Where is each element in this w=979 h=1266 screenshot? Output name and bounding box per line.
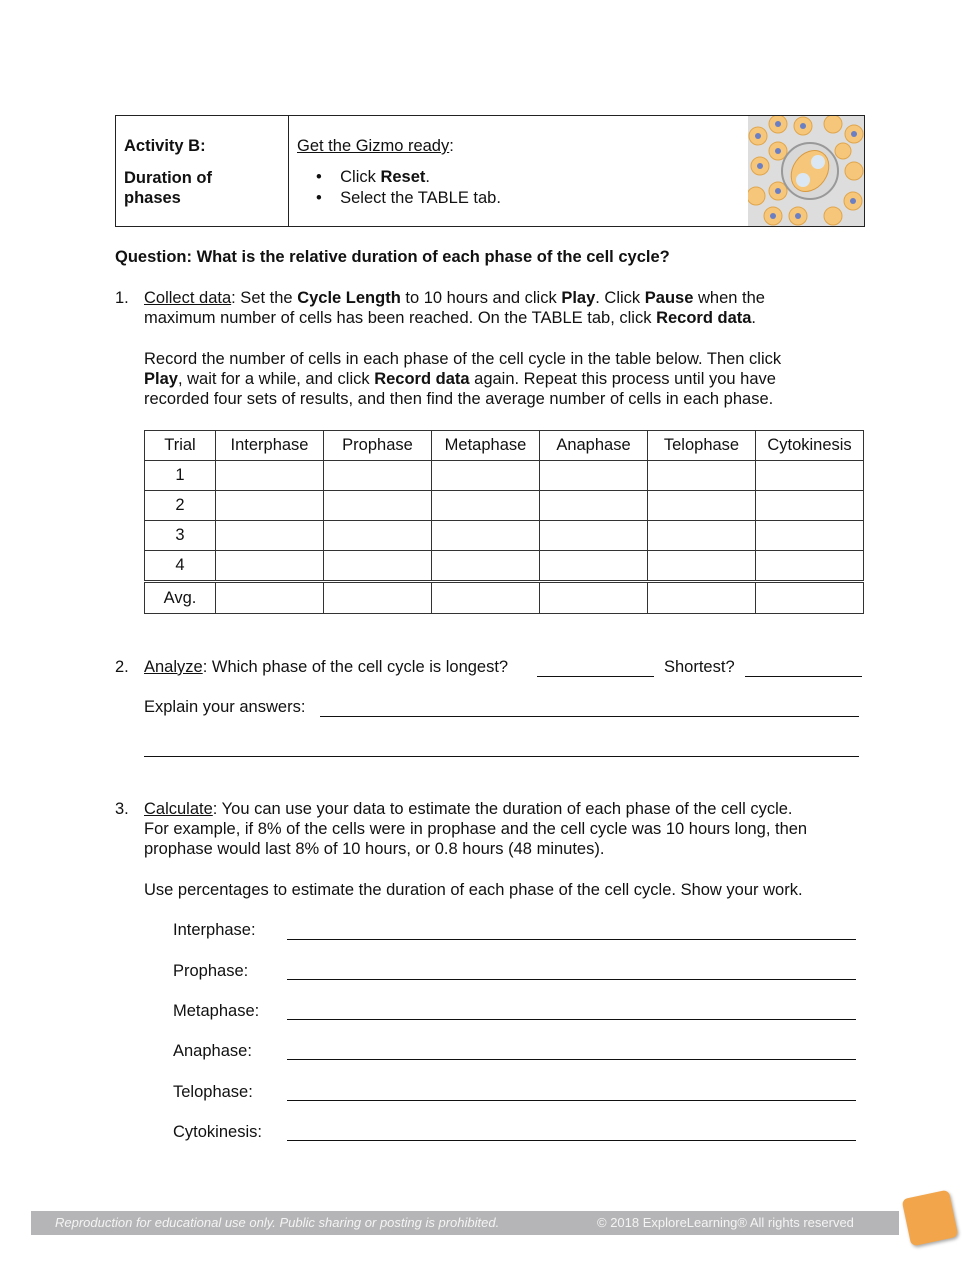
bullet-bold: Reset bbox=[380, 168, 426, 186]
interphase-answer-line[interactable] bbox=[287, 939, 856, 940]
shortest-label: Shortest? bbox=[664, 658, 735, 676]
phase-label-interphase: Interphase: bbox=[173, 921, 256, 939]
cells-illustration bbox=[748, 116, 864, 226]
question-heading: Question: What is the relative duration of each phase of the cell cycle? bbox=[115, 248, 670, 266]
text-run: again. Repeat this process until you have bbox=[469, 370, 776, 388]
text-run: , wait for a while, and click bbox=[177, 370, 375, 388]
trial-cell: 1 bbox=[145, 461, 216, 491]
entry-cell[interactable] bbox=[216, 521, 324, 551]
text-run: . Click bbox=[595, 289, 645, 307]
explain-label: Explain your answers: bbox=[144, 698, 306, 716]
text-run: . bbox=[751, 309, 757, 327]
phase-label-telophase: Telophase: bbox=[173, 1083, 253, 1101]
q1-para2-line1: Record the number of cells in each phase of the cell cycle in the table below. Then click bbox=[144, 350, 782, 368]
trial-cell: 4 bbox=[145, 551, 216, 582]
entry-cell[interactable] bbox=[432, 582, 540, 614]
explain-answer-line[interactable] bbox=[320, 716, 859, 717]
entry-cell[interactable] bbox=[648, 491, 756, 521]
entry-cell[interactable] bbox=[540, 461, 648, 491]
entry-cell[interactable] bbox=[324, 521, 432, 551]
bullet-text: Click bbox=[340, 168, 381, 186]
data-table bbox=[144, 430, 864, 614]
activity-title: Activity B: bbox=[124, 137, 206, 155]
text-run: to 10 hours and click bbox=[400, 289, 562, 307]
entry-cell[interactable] bbox=[432, 491, 540, 521]
phase-label-prophase: Prophase: bbox=[173, 962, 249, 980]
header-cell: Interphase bbox=[216, 431, 324, 461]
longest-answer-line[interactable] bbox=[537, 676, 654, 677]
entry-cell[interactable] bbox=[540, 491, 648, 521]
entry-cell[interactable] bbox=[540, 582, 648, 614]
q1-para2-line3: recorded four sets of results, and then find the average number of cells in each phase. bbox=[144, 390, 774, 408]
shortest-answer-line[interactable] bbox=[745, 676, 862, 677]
activity-subtitle: Duration of phases bbox=[124, 169, 212, 207]
text-run: : Set the bbox=[231, 289, 298, 307]
footer-bar bbox=[31, 1211, 899, 1235]
q2-question bbox=[144, 657, 508, 677]
header-cell: Metaphase bbox=[432, 431, 540, 461]
gizmo-ready-label: Get the Gizmo ready bbox=[297, 137, 450, 155]
text-run: maximum number of cells has been reached. On the TABLE tab, click bbox=[144, 309, 657, 327]
bullet-1: • Click Reset. bbox=[316, 168, 431, 186]
bullet-text: Select the TABLE tab. bbox=[340, 189, 501, 207]
entry-cell[interactable] bbox=[648, 521, 756, 551]
entry-cell[interactable] bbox=[216, 491, 324, 521]
phase-label-cytokinesis: Cytokinesis: bbox=[173, 1123, 262, 1141]
entry-cell[interactable] bbox=[648, 551, 756, 582]
entry-cell[interactable] bbox=[756, 551, 864, 582]
entry-cell[interactable] bbox=[756, 461, 864, 491]
q2-number: 2. bbox=[115, 658, 129, 676]
entry-cell[interactable] bbox=[756, 521, 864, 551]
telophase-answer-line[interactable] bbox=[287, 1100, 856, 1101]
colon: : bbox=[449, 137, 454, 155]
anaphase-answer-line[interactable] bbox=[287, 1059, 856, 1060]
text-run: Record data bbox=[656, 309, 752, 327]
explorelearning-logo bbox=[902, 1190, 959, 1247]
entry-cell[interactable] bbox=[648, 582, 756, 614]
text-run: : You can use your data to estimate the duration of each phase of the cell cycle. bbox=[212, 800, 793, 818]
table-row bbox=[145, 551, 864, 582]
q3-line1 bbox=[144, 799, 793, 819]
entry-cell[interactable] bbox=[216, 582, 324, 614]
trial-cell: 2 bbox=[145, 491, 216, 521]
collect-data-label: Collect data bbox=[144, 289, 232, 307]
q1-para2-line2 bbox=[144, 369, 776, 389]
text-run: Pause bbox=[644, 289, 694, 307]
entry-cell[interactable] bbox=[216, 551, 324, 582]
q3-line2: For example, if 8% of the cells were in prophase and the cell cycle was 10 hours long, then bbox=[144, 820, 808, 838]
explain-answer-line-2[interactable] bbox=[144, 756, 859, 757]
entry-cell[interactable] bbox=[324, 461, 432, 491]
q1-line2 bbox=[144, 308, 756, 328]
table-row bbox=[145, 521, 864, 551]
entry-cell[interactable] bbox=[756, 582, 864, 614]
entry-cell[interactable] bbox=[432, 521, 540, 551]
activity-header bbox=[115, 115, 865, 227]
phase-label-anaphase: Anaphase: bbox=[173, 1042, 252, 1060]
entry-cell[interactable] bbox=[216, 461, 324, 491]
text-run: Cycle Length bbox=[297, 289, 401, 307]
calculate-label: Calculate bbox=[144, 800, 213, 818]
entry-cell[interactable] bbox=[324, 491, 432, 521]
text-run: Play bbox=[561, 289, 596, 307]
entry-cell[interactable] bbox=[540, 521, 648, 551]
table-header-row bbox=[145, 431, 864, 461]
table-row bbox=[145, 461, 864, 491]
footer-copyright: © 2018 ExploreLearning® All rights reserved bbox=[597, 1215, 854, 1230]
header-cell: Trial bbox=[145, 431, 216, 461]
prophase-answer-line[interactable] bbox=[287, 979, 856, 980]
average-row bbox=[145, 582, 864, 614]
entry-cell[interactable] bbox=[324, 551, 432, 582]
q1-number: 1. bbox=[115, 289, 129, 307]
bullet-2: • Select the TABLE tab. bbox=[316, 189, 501, 207]
metaphase-answer-line[interactable] bbox=[287, 1019, 856, 1020]
entry-cell[interactable] bbox=[756, 491, 864, 521]
entry-cell[interactable] bbox=[432, 461, 540, 491]
footer-disclaimer: Reproduction for educational use only. Public sharing or posting is prohibited. bbox=[55, 1215, 500, 1230]
q1-line1 bbox=[144, 288, 765, 308]
q3-line3: prophase would last 8% of 10 hours, or 0.8 hours (48 minutes). bbox=[144, 840, 605, 858]
cytokinesis-answer-line[interactable] bbox=[287, 1140, 856, 1141]
q3-line4: Use percentages to estimate the duration of each phase of the cell cycle. Show your work. bbox=[144, 881, 803, 899]
divider bbox=[288, 116, 289, 226]
header-cell: Cytokinesis bbox=[756, 431, 864, 461]
q3-number: 3. bbox=[115, 800, 129, 818]
text-run: Record data bbox=[374, 370, 470, 388]
trial-cell: 3 bbox=[145, 521, 216, 551]
header-cell: Prophase bbox=[324, 431, 432, 461]
analyze-label: Analyze bbox=[144, 658, 203, 676]
header-cell: Anaphase bbox=[540, 431, 648, 461]
table-row bbox=[145, 491, 864, 521]
text-run: when the bbox=[693, 289, 765, 307]
bullet-post: . bbox=[425, 168, 431, 186]
text-run: : Which phase of the cell cycle is longest? bbox=[202, 658, 509, 676]
entry-cell[interactable] bbox=[540, 551, 648, 582]
gizmo-cells-image bbox=[748, 116, 864, 226]
avg-label: Avg. bbox=[145, 582, 216, 614]
entry-cell[interactable] bbox=[432, 551, 540, 582]
header-cell: Telophase bbox=[648, 431, 756, 461]
entry-cell[interactable] bbox=[324, 582, 432, 614]
phase-label-metaphase: Metaphase: bbox=[173, 1002, 260, 1020]
entry-cell[interactable] bbox=[648, 461, 756, 491]
text-run: Play bbox=[144, 370, 178, 388]
